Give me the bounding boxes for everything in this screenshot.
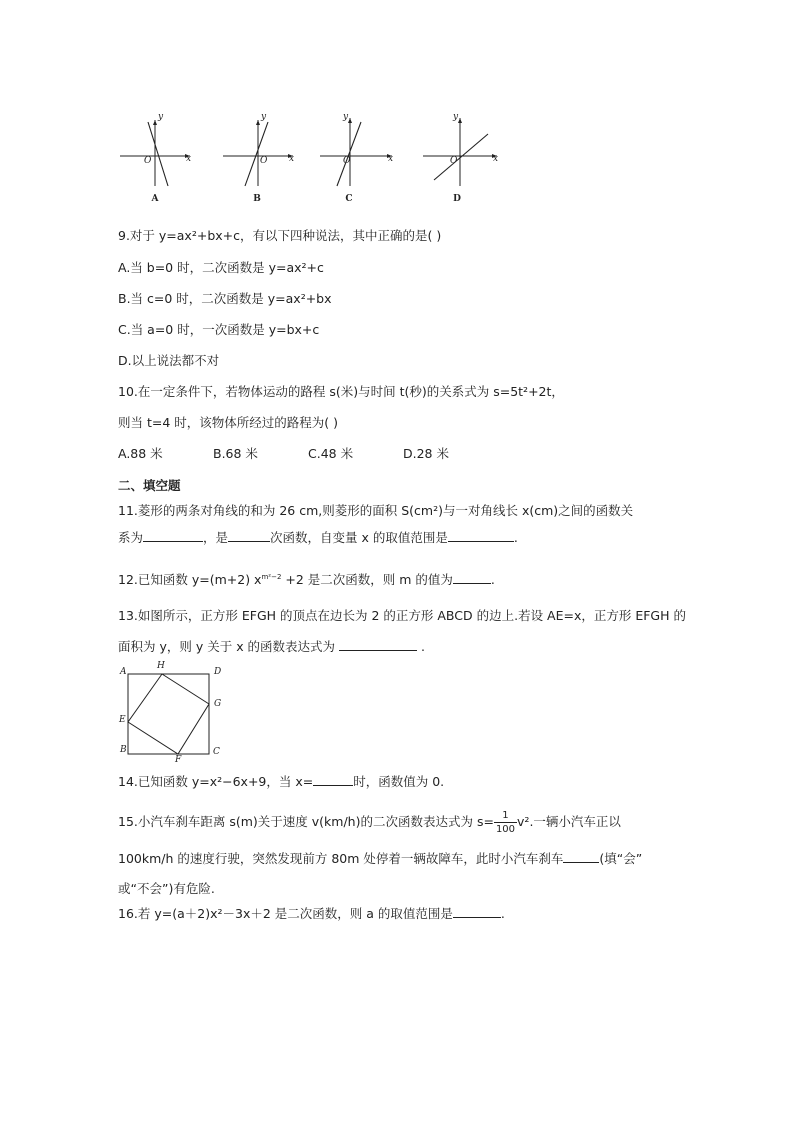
q13-line1: 13.如图所示，正方形 EFGH 的顶点在边长为 2 的正方形 ABCD 的边上.若设 AE=x，正方形 EFGH 的 [118,608,686,623]
q16-line: 16.若 y=(a＋2)x²－3x＋2 是二次函数，则 a 的取值范围是 . [118,906,505,921]
square-label-d: D [214,667,222,677]
graph-c-origin-label: O [343,156,351,166]
graph-d-y-label: y [453,112,459,122]
square-label-h: H [157,661,165,671]
q14-line: 14.已知函数 y=x²−6x+9，当 x= 时，函数值为 0. [118,774,445,789]
graph-a-line [148,122,168,186]
q12-exponent: m²−2 [261,572,282,581]
square-label-e: E [119,715,126,725]
q10-stem-line2: 则当 t=4 时，该物体所经过的路程为( ) [118,415,339,430]
q11-line2: 系为 ，是 次函数，自变量 x 的取值范围是 . [118,530,518,545]
q13-line2: 面积为 y，则 y 关于 x 的函数表达式为 . [118,639,425,654]
q16-blank[interactable] [453,905,501,918]
square-efgh [128,674,209,754]
square-label-f: F [175,755,182,765]
q10-option-d: D.28 米 [403,446,449,461]
graph-c-y-label: y [343,112,349,122]
square-abcd [128,674,209,754]
graph-d-x-label: x [493,154,499,164]
graph-b-x-label: x [289,154,295,164]
q15-line3: 或“不会”)有危险. [118,881,215,896]
q15-fraction: $\frac{1}{100}$ [495,810,516,835]
graph-d-caption: D [453,194,461,204]
q10-option-b: B.68 米 [213,446,258,461]
graph-a-y-label: y [158,112,164,122]
square-figure [118,664,228,764]
graph-b-line [245,122,268,186]
q11-line1: 11.菱形的两条对角线的和为 26 cm,则菱形的面积 S(cm²)与一对角线长 x(cm)之间的函数关 [118,503,634,518]
q12-blank[interactable] [453,571,491,584]
q10-option-c: C.48 米 [308,446,354,461]
q10-stem-line1: 10.在一定条件下，若物体运动的路程 s(米)与时间 t(秒)的关系式为 s=5t²+2t， [118,384,564,399]
q11-blank-3[interactable] [448,529,514,542]
q14-blank[interactable] [313,773,353,786]
graph-a-origin-label: O [144,156,152,166]
graph-c-line [337,122,361,186]
graph-a-x-label: x [186,154,192,164]
q10-option-a: A.88 米 [118,446,163,461]
graph-c [320,118,392,186]
graph-c-x-label: x [388,154,394,164]
graph-b-caption: B [253,194,261,204]
graphs-figure [110,110,510,190]
q9-option-d: D.以上说法都不对 [118,353,220,368]
square-label-a: A [120,667,127,677]
q15-line1: 15.小汽车刹车距离 s(m)关于速度 v(km/h)的二次函数表达式为 s= $\frac{1}{100}$ v².一辆小汽车正以 [118,810,621,835]
square-label-b: B [120,745,127,755]
q10-options [118,446,449,462]
square-label-g: G [214,699,222,709]
q12-line: 12.已知函数 y=(m+2) $x^{m^2-2} +2$ 是二次函数，则 m 的值为 . [118,572,495,587]
q13-blank[interactable] [339,638,417,651]
graph-c-caption: C [345,194,353,204]
section-title-fill-blank: 二、填空题 [118,478,181,493]
q9-option-a: A.当 b=0 时，二次函数是 y=ax²+c [118,260,324,275]
graph-b [223,120,293,186]
graph-d [423,118,497,186]
q9-option-c: C.当 a=0 时，一次函数是 y=bx+c [118,322,320,337]
graph-a [120,120,190,186]
q11-blank-1[interactable] [143,529,203,542]
graph-b-origin-label: O [260,156,268,166]
q15-blank[interactable] [563,850,599,863]
graph-d-origin-label: O [450,156,458,166]
graph-a-caption: A [151,194,159,204]
q11-blank-2[interactable] [228,529,270,542]
q9-stem: 9.对于 y=ax²+bx+c，有以下四种说法，其中正确的是( ) [118,228,442,243]
graph-d-line [434,134,488,180]
q15-line2: 100km/h 的速度行驶，突然发现前方 80m 处停着一辆故障车，此时小汽车刹车 (填“会” [118,851,643,866]
q9-option-b: B.当 c=0 时，二次函数是 y=ax²+bx [118,291,332,306]
graph-b-y-label: y [261,112,267,122]
square-label-c: C [213,747,220,757]
